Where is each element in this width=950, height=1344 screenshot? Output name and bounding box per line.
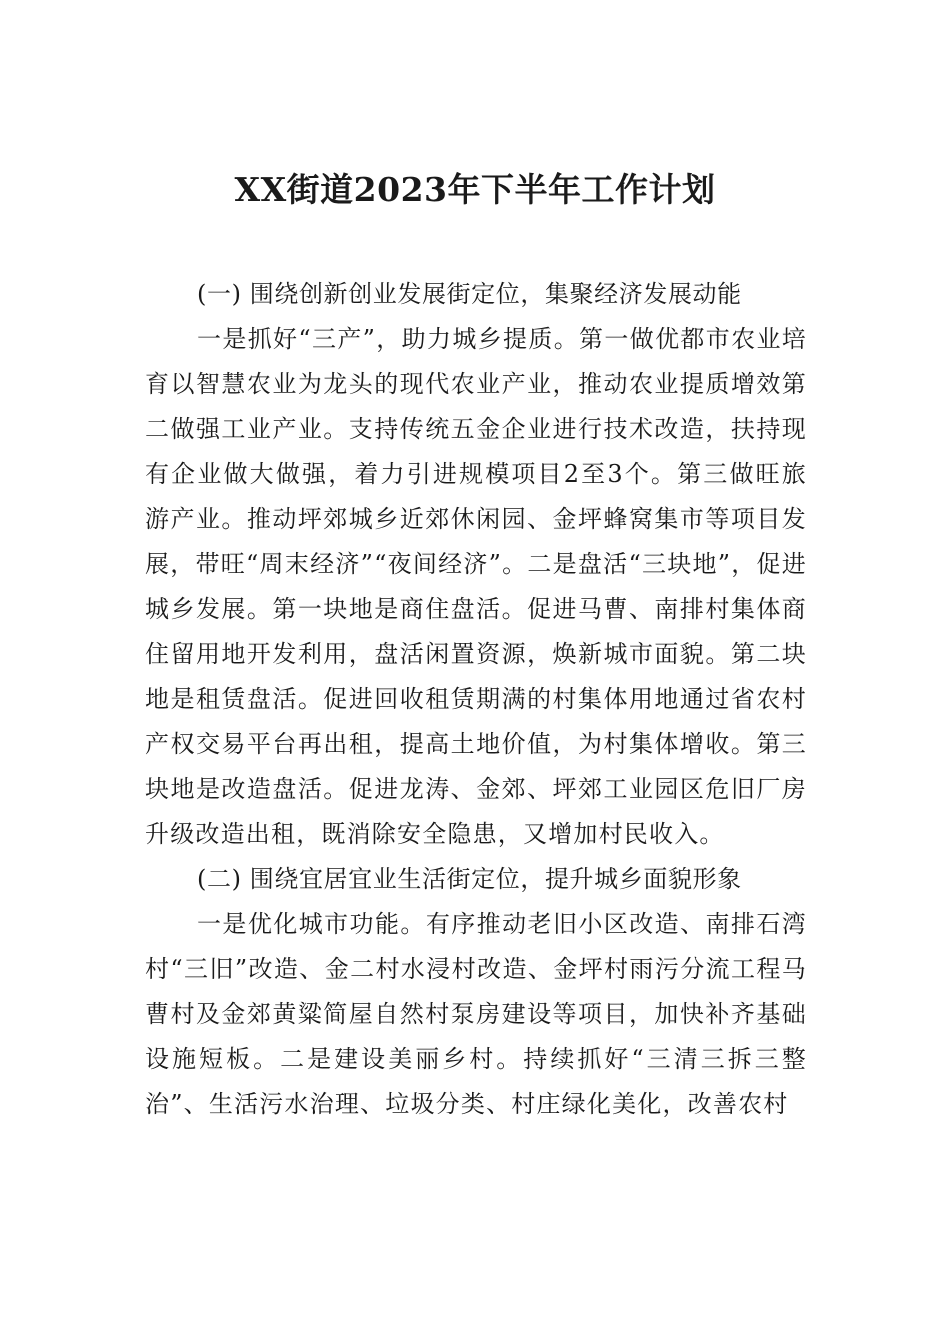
section-paragraph-1: 一是抓好“三产”，助力城乡提质。第一做优都市农业培育以智慧农业为龙头的现代农业产业，推动农业提质增效第二做强工业产业。支持传统五金企业进行技术改造，扶持现有企业做大做强，着力引进规模项目2至3个。第三做旺旅游产业。推动坪郊城乡近郊休闲园、金坪蜂窝集市等项目发展，带旺“周末经济”“夜间经济”。二是盘活“三块地”，促进城乡发展。第一块地是商住盘活。促进马曹、南排村集体商住留用地开发利用，盘活闲置资源，焕新城市面貌。第二块地是租赁盘活。促进回收租赁期满的村集体用地通过省农村产权交易平台再出租，提高土地价值，为村集体增收。第三块地是改造盘活。促进龙涛、金郊、坪郊工业园区危旧厂房升级改造出租，既消除安全隐患，又增加村民收入。	[145, 325, 807, 848]
section-heading-1: (一) 围绕创新创业发展街定位，集聚经济发展动能	[197, 280, 742, 308]
section-paragraph-2: 一是优化城市功能。有序推动老旧小区改造、南排石湾村“三旧”改造、金二村水浸村改造、金坪村雨污分流工程马曹村及金郊黄粱简屋自然村泵房建设等项目，加快补齐基础设施短板。二是建设美丽乡村。持续抓好“三清三拆三整治”、生活污水治理、垃圾分类、村庄绿化美化，改善农村	[145, 910, 807, 1118]
section-heading-2: (二) 围绕宜居宜业生活街定位，提升城乡面貌形象	[197, 865, 742, 893]
document-body	[145, 272, 807, 1127]
page-title: XX街道2023年下半年工作计划	[234, 170, 716, 209]
